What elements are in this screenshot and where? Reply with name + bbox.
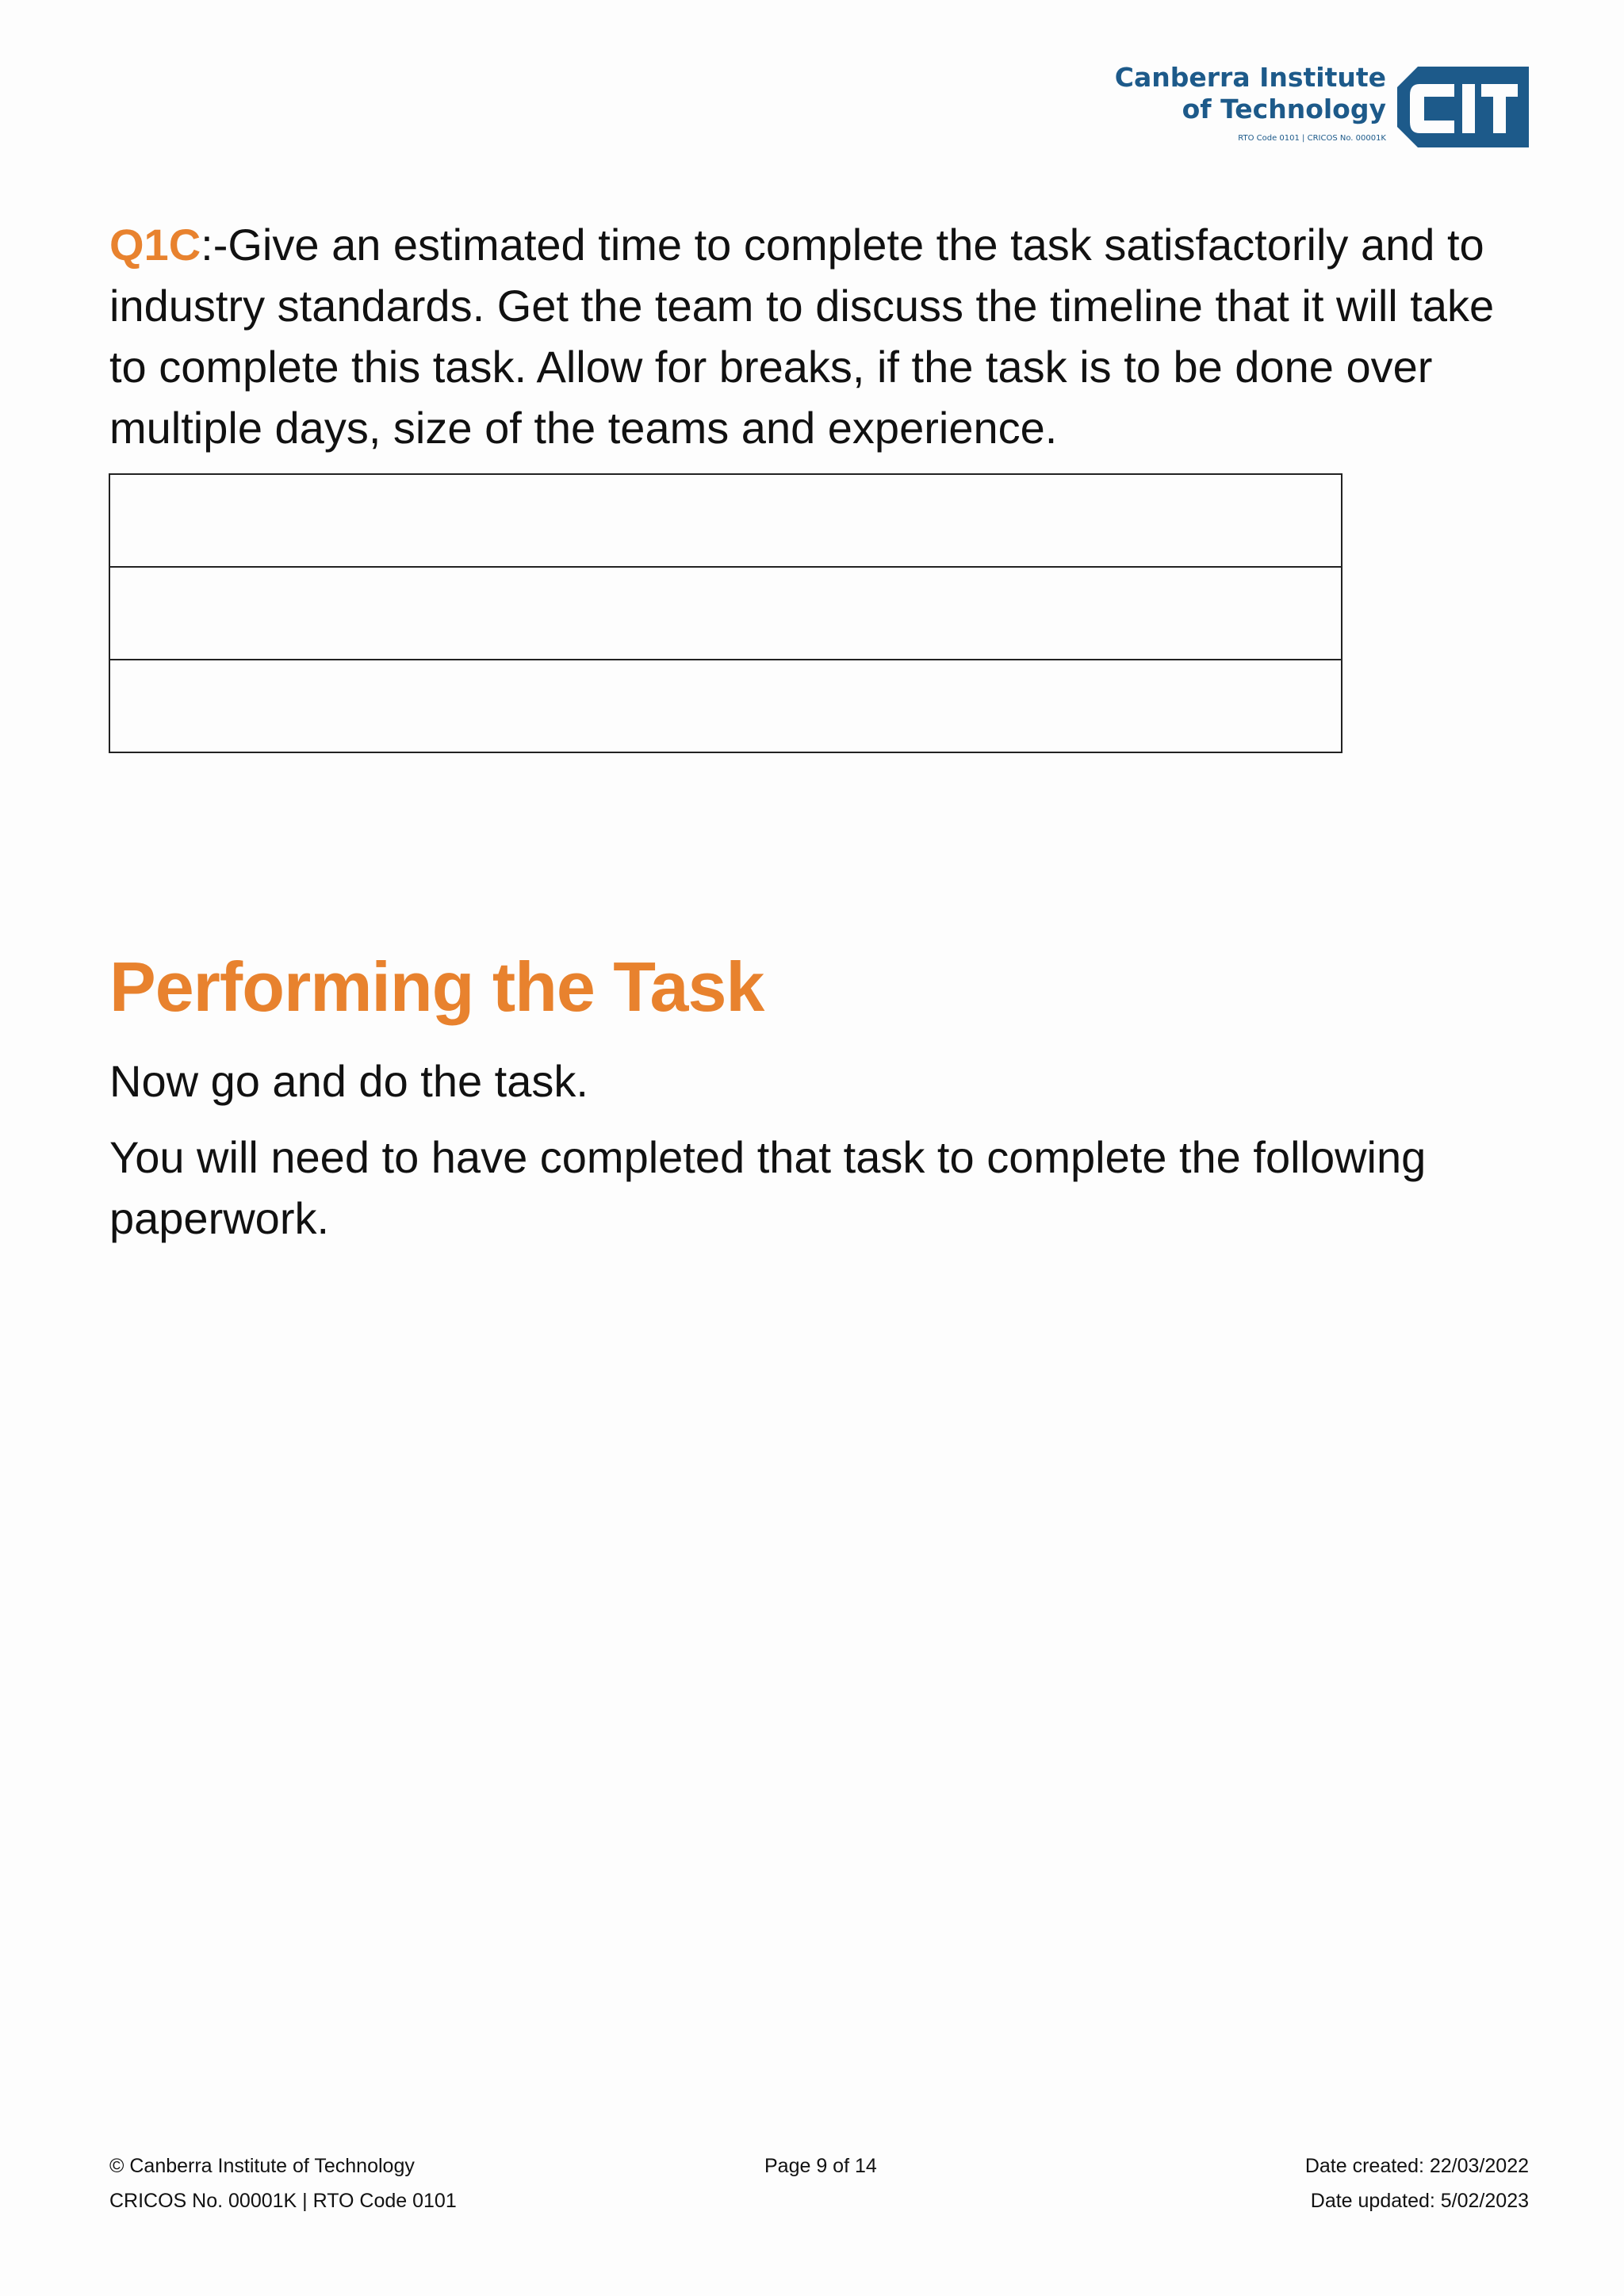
answer-cell[interactable] xyxy=(109,660,1342,752)
answer-table xyxy=(109,473,1342,753)
cit-logo-icon xyxy=(1397,67,1529,147)
footer-cricos: CRICOS No. 00001K | RTO Code 0101 xyxy=(109,2190,457,2212)
footer-right xyxy=(1305,2149,1529,2218)
answer-row xyxy=(109,474,1342,567)
logo-text xyxy=(1115,62,1386,144)
section-paragraph-2: You will need to have completed that task to complete the following paperwork. xyxy=(109,1132,1427,1243)
logo-line1: Canberra Institute xyxy=(1114,62,1386,93)
question-text: :-Give an estimated time to complete the task satisfactorily and to industry standards. Get the team to discuss the timeline that it will take to complete this task. Allow for breaks, if the task is to be done over multiple days, size of the teams and experience. xyxy=(109,220,1495,453)
footer-copyright: © Canberra Institute of Technology xyxy=(109,2155,415,2177)
question-q1c xyxy=(109,214,1537,458)
page-number: Page 9 of 14 xyxy=(764,2155,877,2177)
answer-row xyxy=(109,567,1342,660)
date-updated: Date updated: 5/02/2023 xyxy=(1310,2190,1529,2212)
answer-row xyxy=(109,660,1342,752)
logo-small-text: RTO Code 0101 | CRICOS No. 00001K xyxy=(1238,134,1386,143)
section-paragraph-1: Now go and do the task. xyxy=(109,1056,588,1106)
question-code: Q1C xyxy=(109,220,201,270)
date-created: Date created: 22/03/2022 xyxy=(1304,2155,1529,2177)
section-title: Performing the Task xyxy=(109,947,764,1026)
logo-line2: of Technology xyxy=(1182,94,1386,124)
footer-page-number xyxy=(764,2149,877,2183)
answer-cell[interactable] xyxy=(109,567,1342,660)
footer-left xyxy=(109,2149,457,2218)
answer-cell[interactable] xyxy=(109,474,1342,567)
cit-logo xyxy=(1114,62,1529,149)
